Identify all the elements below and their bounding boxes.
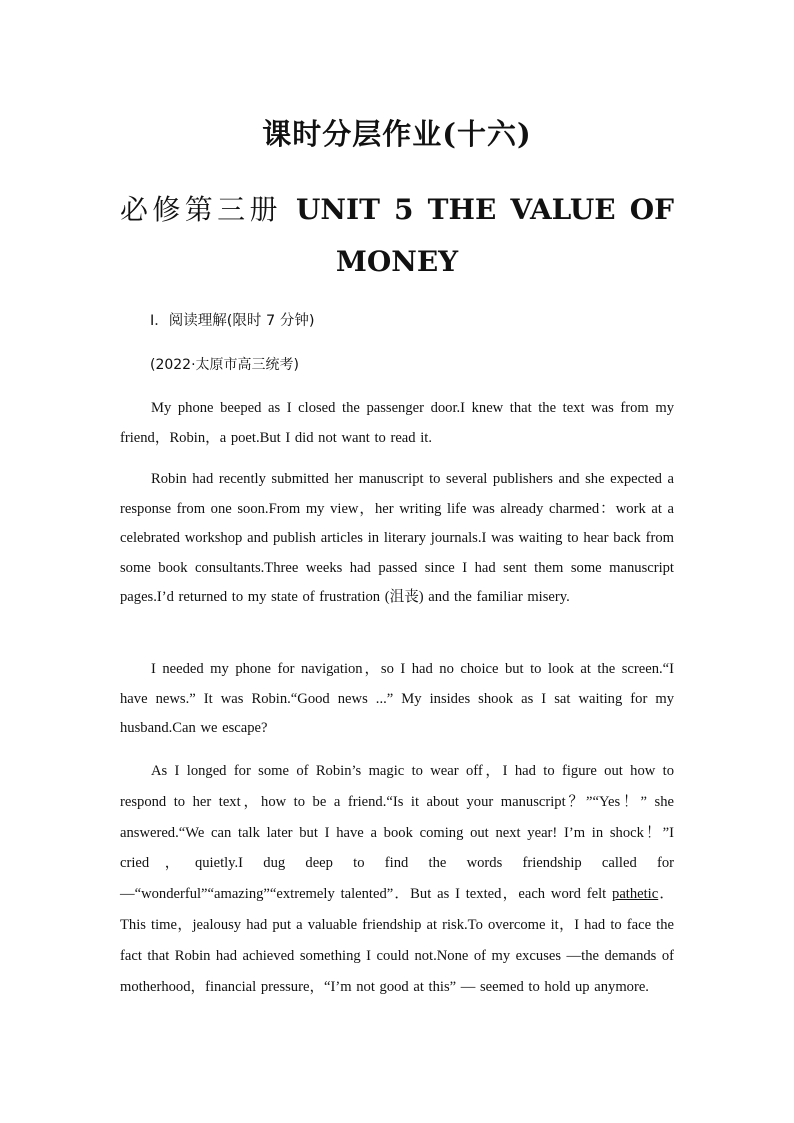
paragraph-4-text-end: ．This time，jealousy had put a valuable friendship at risk.To overcome it，I had to face the fact that Robin had achieved something I could not.None of my excuses —the demands of motherhood，financial pressure，“I’m not good at this” — seemed to hold up anymore. [120,886,674,995]
paragraph-4 [120,756,674,1002]
subtitle-topic-continued: MONEY [335,245,459,278]
paragraph-3: I needed my phone for navigation，so I had no choice but to look at the screen.“I have news.” It was Robin.“Good news ...” My insides shook as I sat waiting for my husband.Can we escape? [120,661,674,736]
subtitle-topic: THE VALUE OF [427,193,674,226]
exam-source: (2022·太原市高三统考) [150,357,300,373]
subtitle-unit: UNIT 5 [295,193,414,226]
underlined-word: pathetic [612,886,659,903]
paragraph-4-text-start: As I longed for some of Robin’s magic to wear off，I had to figure out how to respond to her text，how to be a friend.“Is it about your manuscript？”“Yes！” she answered.“We can talk later but I have a book coming out next year! I’m in shock！”I cried，quietly.I dug deep to find the words friendship called for —“wonderful”“amazing”“extremely talented”．But as I texted，each word felt [120,763,674,903]
page-subtitle [120,188,674,228]
section-heading: Ⅰ．阅读理解(限时 7 分钟) [150,313,315,329]
page-title: 课时分层作业(十六) [262,117,532,151]
subtitle-book: 必修第三册 [120,193,282,226]
paragraph-1: My phone beeped as I closed the passenger door.I knew that the text was from my friend，Robin，a poet.But I did not want to read it. [120,400,674,446]
paragraph-2: Robin had recently submitted her manuscript to several publishers and she expected a response from one soon.From my view，her writing life was already charmed：work at a celebrated workshop and publish articles in literary journals.I was waiting to hear back from some book consultants.Three weeks had passed since I had sent them some manuscript pages.I’d returned to my state of frustration (沮丧) and the familiar misery. [120,471,674,605]
